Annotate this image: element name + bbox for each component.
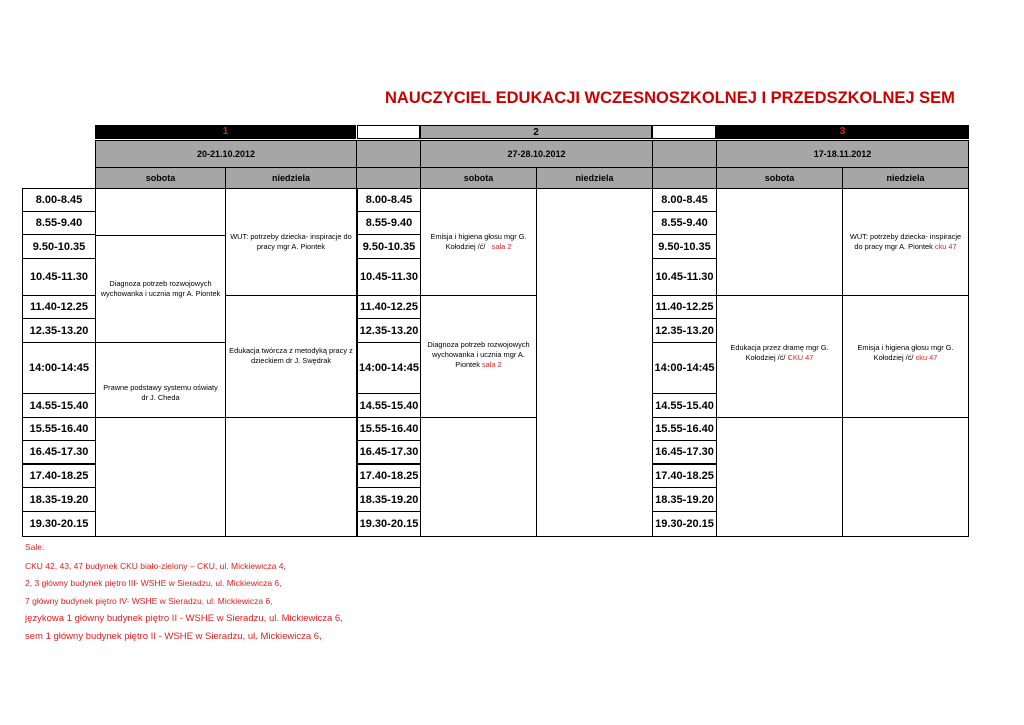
week-1-day-saturday: sobota (95, 167, 226, 189)
time-slot-label: 19.30-20.15 (652, 511, 717, 537)
time-slot-label: 18.35-19.20 (357, 487, 421, 512)
week-2-number: 2 (420, 125, 652, 139)
class-cell (95, 235, 226, 343)
rooms-header: Sale: (25, 542, 45, 552)
time-slot-label: 14:00-14:45 (652, 342, 717, 394)
class-cell (842, 188, 969, 296)
time-slot-label: 15.55-16.40 (22, 417, 96, 441)
class-text: Diagnoza potrzeb rozwojowych wychowanka i ucznia mgr A. Piontek (100, 279, 221, 298)
class-cell (95, 342, 226, 418)
empty-slot (716, 417, 843, 537)
time-slot-label: 16.45-17.30 (357, 440, 421, 464)
empty-slot (95, 188, 226, 236)
time-slot-label: 14.55-15.40 (22, 393, 96, 418)
class-cell (225, 295, 357, 418)
blank-gray (356, 167, 421, 189)
class-text: Emisja i higiena głosu mgr G. Kołodziej /ć/ (430, 232, 527, 251)
time-slot-label: 12.35-13.20 (22, 318, 96, 343)
week-3-day-saturday: sobota (716, 167, 843, 189)
room-label: CKU 47 (787, 352, 814, 362)
class-cell (842, 295, 969, 418)
time-slot-label: 11.40-12.25 (652, 295, 717, 319)
class-cell (420, 188, 537, 296)
class-text: Prawne podstawy systemu oświaty dr J. Cheda (103, 383, 218, 402)
time-slot-label: 14:00-14:45 (357, 342, 421, 394)
rooms-note: sem 1 główny budynek piętro II - WSHE w Sieradzu, ul. Mickiewicza 6, (25, 631, 322, 642)
week-3-day-sunday: niedziela (842, 167, 969, 189)
class-text: Diagnoza potrzeb rozwojowych wychowanka i ucznia mgr A. Piontek (427, 340, 530, 369)
time-slot-label: 8.55-9.40 (357, 211, 421, 235)
empty-slot (536, 188, 653, 537)
week-2-dates: 27-28.10.2012 (420, 140, 653, 168)
time-slot-label: 17.40-18.25 (652, 464, 717, 488)
week-1-number: 1 (95, 125, 356, 139)
empty-slot (95, 417, 226, 537)
time-slot-label: 17.40-18.25 (22, 464, 96, 488)
class-text: Edukacja przez dramę mgr G. Kołodziej /ć/ (730, 342, 829, 362)
time-slot-label: 17.40-18.25 (357, 464, 421, 488)
week-2-day-saturday: sobota (420, 167, 537, 189)
room-label: sala 2 (481, 360, 502, 369)
week-1-dates: 20-21.10.2012 (95, 140, 357, 168)
class-text: Emisja i higiena głosu mgr G. Kołodziej /ć/ (857, 342, 954, 362)
time-slot-label: 16.45-17.30 (22, 440, 96, 464)
time-slot-label: 12.35-13.20 (357, 318, 421, 343)
empty-slot (420, 417, 537, 537)
empty-slot (842, 417, 969, 537)
time-slot-label: 8.00-8.45 (22, 188, 96, 212)
time-slot-label: 19.30-20.15 (22, 511, 96, 537)
time-slot-label: 15.55-16.40 (357, 417, 421, 441)
time-slot-label: 10.45-11.30 (22, 258, 96, 296)
week-2-day-sunday: niedziela (536, 167, 653, 189)
time-slot-label: 8.00-8.45 (357, 188, 421, 212)
time-slot-label: 9.50-10.35 (357, 234, 421, 259)
rooms-note: językowa 1 główny budynek piętro II - WSHE w Sieradzu, ul. Mickiewicza 6, (25, 613, 343, 624)
time-slot-label: 8.55-9.40 (22, 211, 96, 235)
time-slot-label: 9.50-10.35 (22, 234, 96, 259)
rooms-note: 7 główny budynek piętro IV- WSHE w Sieradzu, ul. Mickiewicza 6, (25, 596, 273, 606)
class-text: WUT: potrzeby dziecka- inspiracje do pracy mgr A. Piontek (849, 232, 962, 251)
time-slot-label: 14:00-14:45 (22, 342, 96, 394)
class-cell (716, 295, 843, 418)
week-3-dates: 17-18.11.2012 (716, 140, 969, 168)
time-slot-label: 14.55-15.40 (652, 393, 717, 418)
class-cell (225, 188, 357, 296)
blank-cell (652, 125, 716, 139)
room-label: cku 47 (934, 242, 957, 251)
blank-gray (652, 140, 717, 168)
time-slot-label: 9.50-10.35 (652, 234, 717, 259)
blank-cell (357, 125, 420, 139)
empty-slot (716, 188, 843, 296)
week-3-number: 3 (716, 125, 969, 139)
time-slot-label: 10.45-11.30 (652, 258, 717, 296)
blank-gray (356, 140, 421, 168)
time-slot-label: 11.40-12.25 (357, 295, 421, 319)
time-slot-label: 16.45-17.30 (652, 440, 717, 464)
time-slot-label: 11.40-12.25 (22, 295, 96, 319)
class-text: WUT: potrzeby dziecka- inspiracje do pracy mgr A. Piontek (230, 232, 352, 251)
class-cell (420, 295, 537, 418)
time-slot-label: 14.55-15.40 (357, 393, 421, 418)
time-slot-label: 15.55-16.40 (652, 417, 717, 441)
rooms-note: CKU 42, 43, 47 budynek CKU biało-zielony – CKU, ul. Mickiewicza 4, (25, 561, 286, 571)
blank-gray (652, 167, 717, 189)
time-slot-label: 18.35-19.20 (652, 487, 717, 512)
rooms-note: 2, 3 główny budynek piętro III- WSHE w Sieradzu, ul. Mickiewicza 6, (25, 578, 282, 588)
time-slot-label: 8.00-8.45 (652, 188, 717, 212)
time-slot-label: 12.35-13.20 (652, 318, 717, 343)
time-slot-label: 19.30-20.15 (357, 511, 421, 537)
time-slot-label: 18.35-19.20 (22, 487, 96, 512)
time-slot-label: 8.55-9.40 (652, 211, 717, 235)
week-1-day-sunday: niedziela (225, 167, 357, 189)
room-label: cku 47 (915, 352, 938, 362)
class-text: Edukacja twórcza z metodyką pracy z dzieckiem dr J. Swędrak (229, 346, 353, 365)
time-slot-label: 10.45-11.30 (357, 258, 421, 296)
page-title: NAUCZYCIEL EDUKACJI WCZESNOSZKOLNEJ I PRZEDSZKOLNEJ SEM (385, 89, 955, 107)
room-label: sala 2 (491, 242, 512, 251)
empty-slot (225, 417, 357, 537)
